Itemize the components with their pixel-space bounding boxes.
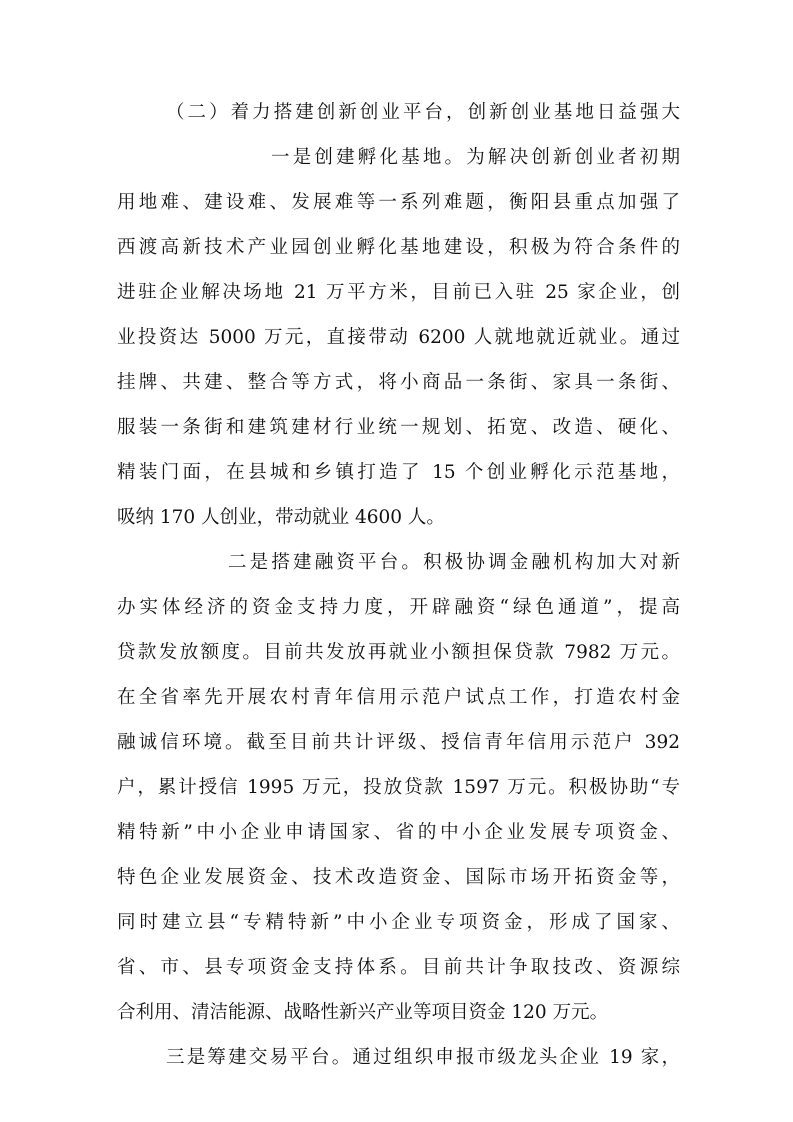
- paragraph-line: 业投资达 5000 万元，直接带动 6200 人就地就近就业。通过: [117, 327, 680, 348]
- paragraph-line: 在全省率先开展农村青年信用示范户试点工作，打造农村金: [117, 687, 680, 708]
- paragraph-line: 同时建立县“专精特新”中小企业专项资金，形成了国家、: [117, 912, 680, 933]
- paragraph-line: 用地难、建设难、发展难等一系列难题，衡阳县重点加强了: [117, 192, 680, 213]
- paragraph-line: 精特新”中小企业申请国家、省的中小企业发展专项资金、: [117, 822, 680, 843]
- paragraph-line: 三是筹建交易平台。通过组织申报市级龙头企业 19 家，: [166, 1047, 680, 1068]
- paragraph-line: 省、市、县专项资金支持体系。目前共计争取技改、资源综: [117, 957, 680, 978]
- paragraph-line: 户，累计授信 1995 万元，投放贷款 1597 万元。积极协助“专: [117, 777, 680, 798]
- section-heading: （二）着力搭建创新创业平台，创新创业基地日益强大: [166, 102, 680, 123]
- paragraph-line: 合利用、清洁能源、战略性新兴产业等项目资金 120 万元。: [117, 1002, 609, 1023]
- paragraph-line: 融诚信环境。截至目前共计评级、授信青年信用示范户 392: [117, 732, 680, 753]
- paragraph-line: 特色企业发展资金、技术改造资金、国际市场开拓资金等，: [117, 867, 680, 888]
- paragraph-line: 挂牌、共建、整合等方式，将小商品一条街、家具一条街、: [117, 372, 680, 393]
- paragraph-line: 精装门面，在县城和乡镇打造了 15 个创业孵化示范基地，: [117, 462, 680, 483]
- paragraph-line: 服装一条街和建筑建材行业统一规划、拓宽、改造、硬化、: [117, 417, 680, 438]
- paragraph-line: 进驻企业解决场地 21 万平方米，目前已入驻 25 家企业，创: [117, 282, 680, 303]
- paragraph-line: 办实体经济的资金支持力度，开辟融资“绿色通道”，提高: [117, 597, 680, 618]
- paragraph-line: 一是创建孵化基地。为解决创新创业者初期: [271, 147, 680, 168]
- paragraph-line: 吸纳 170 人创业，带动就业 4600 人。: [117, 507, 445, 528]
- paragraph-line: 二是搭建融资平台。积极协调金融机构加大对新: [228, 552, 680, 573]
- paragraph-line: 西渡高新技术产业园创业孵化基地建设，积极为符合条件的: [117, 237, 680, 258]
- paragraph-line: 贷款发放额度。目前共发放再就业小额担保贷款 7982 万元。: [117, 642, 680, 663]
